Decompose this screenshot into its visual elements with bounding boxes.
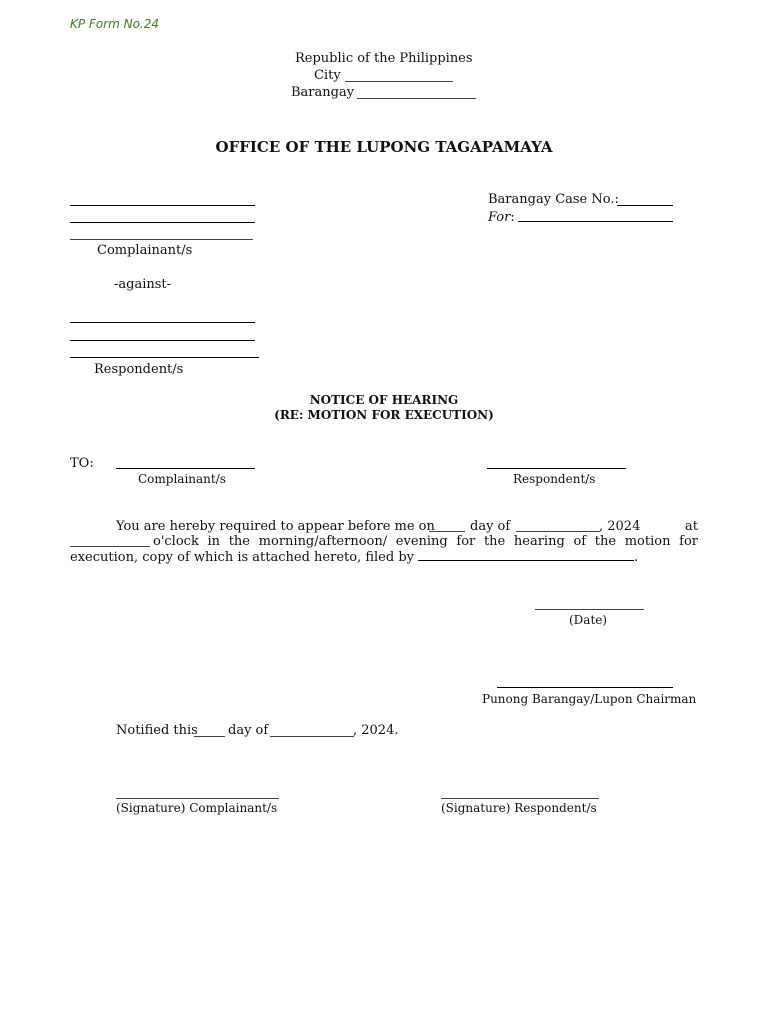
body-text-6: . xyxy=(634,550,639,565)
notified-day-blank[interactable] xyxy=(194,736,225,737)
complainant-line-2[interactable] xyxy=(70,222,255,223)
to-label: TO: xyxy=(70,456,94,471)
republic-heading: Republic of the Philippines xyxy=(295,51,473,66)
to-complainant-caption: Complainant/s xyxy=(138,472,226,486)
body-text-5: o'clock in the morning/afternoon/ evening for the hearing of the motion for execution, copy of which is attached hereto, filed by xyxy=(70,534,698,565)
notified-month-blank[interactable] xyxy=(270,736,354,737)
chairman-signature-line[interactable] xyxy=(497,687,673,688)
for-label: For xyxy=(488,210,511,225)
to-respondent-caption: Respondent/s xyxy=(513,472,596,486)
case-no-label: Barangay Case No.: xyxy=(488,192,619,207)
to-complainant-blank[interactable] xyxy=(116,468,255,469)
case-no-blank[interactable] xyxy=(617,205,673,206)
notice-title: NOTICE OF HEARING xyxy=(309,393,459,407)
barangay-label: Barangay xyxy=(291,85,355,100)
respondent-line-3[interactable] xyxy=(70,357,259,358)
barangay-blank[interactable] xyxy=(357,98,476,99)
hearing-day-blank[interactable] xyxy=(429,531,465,532)
chairman-caption: Punong Barangay/Lupon Chairman xyxy=(482,692,697,706)
date-blank[interactable] xyxy=(535,609,644,610)
body-text-1: You are hereby required to appear before me on xyxy=(116,519,435,534)
body-text-3: , 2024 xyxy=(599,519,641,534)
respondent-signature-line[interactable] xyxy=(441,798,599,799)
against-label: -against- xyxy=(114,277,172,292)
complainant-line-1[interactable] xyxy=(70,205,255,206)
respondent-signature-caption: (Signature) Respondent/s xyxy=(441,801,597,815)
complainant-line-3[interactable] xyxy=(70,239,253,240)
form-number: KP Form No.24 xyxy=(70,17,160,31)
body-text-2: day of xyxy=(470,519,511,534)
office-title: OFFICE OF THE LUPONG TAGAPAMAYA xyxy=(215,138,553,156)
filed-by-blank[interactable] xyxy=(418,550,634,561)
city-blank[interactable] xyxy=(345,81,453,82)
notice-subtitle: (RE: MOTION FOR EXECUTION) xyxy=(274,408,494,422)
notified-text-3: , 2024. xyxy=(353,723,399,738)
date-caption: (Date) xyxy=(569,613,608,627)
respondent-caption: Respondent/s xyxy=(94,362,184,377)
for-colon: : xyxy=(510,210,515,225)
to-respondent-blank[interactable] xyxy=(487,468,626,469)
respondent-line-1[interactable] xyxy=(70,322,255,323)
for-field xyxy=(488,210,515,225)
notified-text-1: Notified this xyxy=(116,723,198,738)
city-label: City xyxy=(314,68,341,83)
notified-text-2: day of xyxy=(228,723,269,738)
respondent-line-2[interactable] xyxy=(70,340,255,341)
complainant-signature-caption: (Signature) Complainant/s xyxy=(116,801,278,815)
complainant-signature-line[interactable] xyxy=(116,798,279,799)
for-blank[interactable] xyxy=(518,221,673,222)
body-text-4: at xyxy=(685,519,698,534)
body-paragraph xyxy=(70,534,698,566)
complainant-caption: Complainant/s xyxy=(97,243,193,258)
hearing-month-blank[interactable] xyxy=(516,531,600,532)
